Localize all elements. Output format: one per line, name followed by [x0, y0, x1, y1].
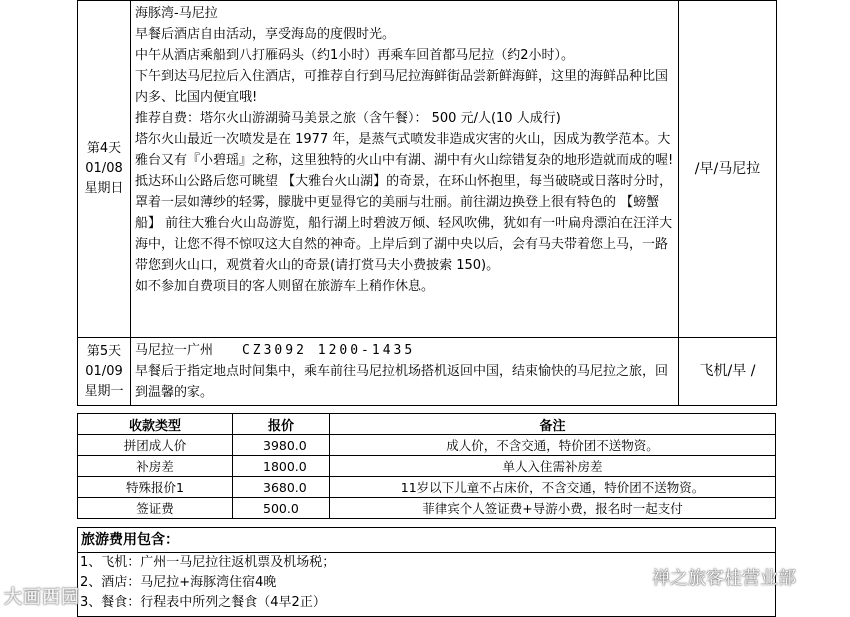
day4-meals: /早/马尼拉: [679, 1, 777, 338]
watermark-right: [620, 563, 796, 591]
day5-header: [135, 340, 675, 361]
price-note: 菲律宾个人签证费+导游小费，报名时一起支付: [330, 498, 776, 519]
price-value: 3980.0: [233, 435, 330, 456]
day4-date: 01/08: [85, 161, 123, 176]
watermark-left: 大画西园: [4, 587, 80, 608]
day5-route: 马尼拉一广州: [135, 343, 214, 358]
wechat-icon: [620, 566, 646, 588]
table-row: [78, 435, 776, 456]
day5-desc: 早餐后于指定地点时间集中，乘车前往马尼拉机场搭机返回中国，结束愉快的马尼拉之旅，回到温馨的家。: [135, 364, 669, 400]
price-value: 1800.0: [233, 456, 330, 477]
list-item: 3、餐食：行程表中所列之餐食（4早2正）: [80, 595, 326, 610]
day5-flight: CZ3092 1200-1435: [241, 343, 416, 358]
price-type: 特殊报价1: [78, 477, 233, 498]
day5-date: 01/09: [85, 363, 123, 379]
day4-line-2: 中午从酒店乘船到八打雁码头（约1小时）再乘车回首都马尼拉（约2小时）。: [135, 48, 575, 63]
inclusions-heading: 旅游费用包含：: [78, 528, 775, 553]
day5-content: [131, 338, 679, 406]
day5-label: 第5天: [86, 343, 122, 359]
price-header-type: 收款类型: [78, 414, 233, 435]
day4-volcano-desc: 塔尔火山最近一次喷发是在 1977 年，是蒸气式喷发非造成灾害的火山，因成为教学范本。大雅台又有『小碧瑶』之称，这里独特的火山中有湖、湖中有火山综错复杂的地形造就而成的喔!抵达环山公路后您可眺望 【大雅台火山湖】的奇景，在环山怀抱里，每当破晓或日落时分时，罩着一层如薄纱的轻雾，朦胧中更显得它的美丽与壮丽。前往湖边换登上很有特色的 【螃蟹船】 前往大雅台火山岛游览，船行湖上时碧波万倾、轻风吹佛，犹如有一叶扁舟漂泊在汪洋大海中，让您不得不惊叹这大自然的神奇。上岸后到了湖中央以后，会有马夫带着您上马，一路带您到火山口，观赏着火山的奇景(请打赏马夫小费披索 150)。: [135, 132, 674, 273]
day4-line-1: 早餐后酒店自由活动，享受海岛的度假时光。: [135, 27, 396, 42]
table-row: [78, 498, 776, 519]
itinerary-table: [77, 0, 777, 406]
table-row: [78, 477, 776, 498]
list-item: 1、飞机：广州一马尼拉往返机票及机场税；: [80, 555, 336, 570]
price-type: 拼团成人价: [78, 435, 233, 456]
day4-label: 第4天: [86, 141, 122, 156]
day4-optional-tour: 推荐自费：塔尔火山游湖骑马美景之旅（含午餐）： 500 元/人(10 人成行): [135, 111, 561, 126]
price-note: 成人价，不含交通，特价团不送物资。: [330, 435, 776, 456]
price-note: 单人入住需补房差: [330, 456, 776, 477]
table-row: [78, 456, 776, 477]
watermark-right-text: 禅之旅客桂营业部: [652, 568, 796, 589]
day5-meals: 飞机/早 /: [679, 338, 777, 406]
list-item: 2、酒店：马尼拉+海豚湾住宿4晚: [80, 575, 277, 590]
day4-route: 海豚湾-马尼拉: [135, 6, 218, 21]
price-type: 签证费: [78, 498, 233, 519]
day4-line-3: 下午到达马尼拉后入住酒店，可推荐自行到马尼拉海鲜街品尝新鲜海鲜，这里的海鲜品种比国内多、比国内便宜哦!: [135, 69, 669, 105]
itinerary-row-day4: [78, 1, 777, 338]
day5-label-cell: [78, 338, 131, 406]
day4-note: 如不参加自费项目的客人则留在旅游车上稍作休息。: [135, 279, 435, 294]
price-value: 500.0: [233, 498, 330, 519]
day4-label-cell: [78, 1, 131, 338]
price-table: [77, 413, 776, 519]
day5-weekday: 星期一: [84, 383, 124, 399]
price-header-price: 报价: [233, 414, 330, 435]
price-value: 3680.0: [233, 477, 330, 498]
price-header-note: 备注: [330, 414, 776, 435]
price-note: 11岁以下儿童不占床价，不含交通，特价团不送物资。: [330, 477, 776, 498]
itinerary-row-day5: [78, 338, 777, 406]
price-header-row: [78, 414, 776, 435]
day4-content: [131, 1, 679, 338]
day4-weekday: 星期日: [84, 181, 124, 196]
price-type: 补房差: [78, 456, 233, 477]
